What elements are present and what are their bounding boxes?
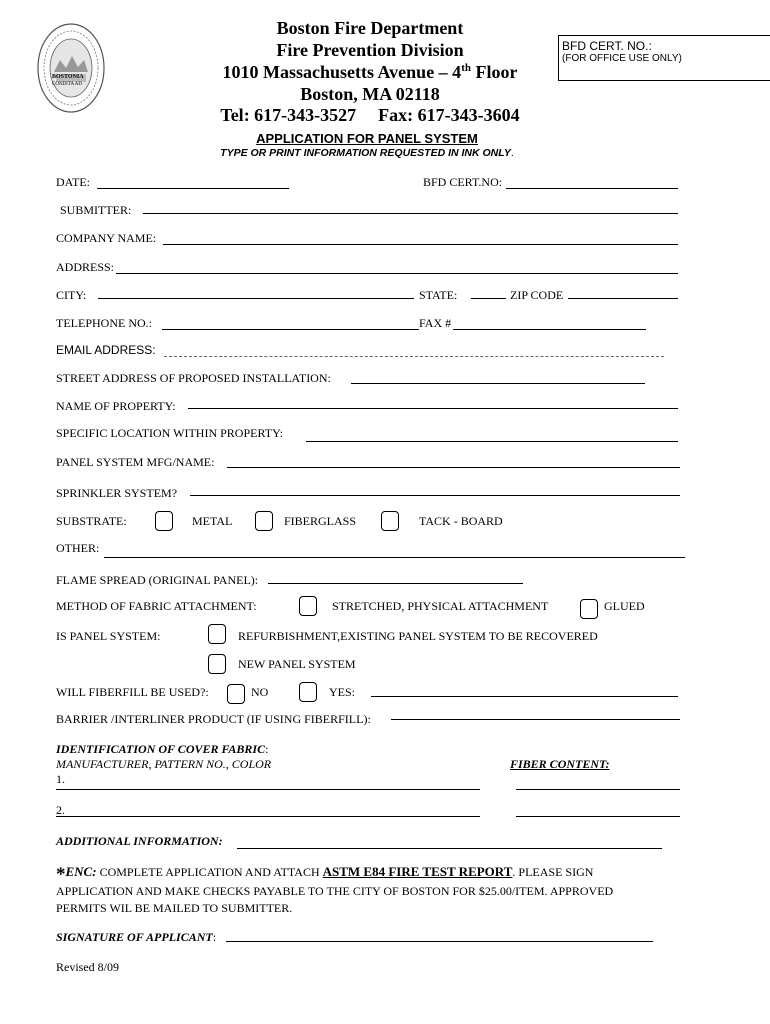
fiberglass-checkbox[interactable] (255, 511, 273, 531)
company-field[interactable] (163, 244, 678, 245)
city-of-boston-seal-icon (36, 22, 106, 115)
fiberfill-label: WILL FIBERFILL BE USED?: (56, 685, 209, 699)
email-label: EMAIL ADDRESS: (56, 343, 156, 357)
enc-star: * (56, 864, 66, 885)
cert-box-note: (FOR OFFICE USE ONLY) (562, 53, 682, 64)
enc-astm: ASTM E84 FIRE TEST REPORT (322, 864, 513, 879)
new-panel-label: NEW PANEL SYSTEM (238, 657, 356, 671)
cover-row-1-label: 1. (56, 772, 65, 786)
telephone-field[interactable] (162, 329, 419, 330)
header-line-5 (190, 105, 550, 126)
flame-field[interactable] (268, 583, 523, 584)
fiber-content-heading: FIBER CONTENT: (510, 757, 610, 771)
address-label: ADDRESS: (56, 260, 115, 274)
telephone-label: TELEPHONE NO.: (56, 316, 152, 330)
form-subtitle (0, 147, 734, 159)
form-subtitle-period: . (510, 147, 514, 159)
city-label: CITY: (56, 288, 87, 302)
fiber-row-2-field[interactable] (516, 816, 680, 817)
cover-row-2-label: 2. (56, 803, 65, 817)
enc-line-1 (56, 864, 593, 886)
fiberfill-yes-checkbox[interactable] (299, 682, 317, 702)
panel-mfg-label: PANEL SYSTEM MFG/NAME: (56, 455, 215, 469)
barrier-label: BARRIER /INTERLINER PRODUCT (IF USING FIBERFILL): (56, 712, 371, 726)
header-address: 1010 Massachusetts Avenue – 4 (222, 62, 462, 82)
additional-label: ADDITIONAL INFORMATION: (56, 834, 223, 848)
submitter-field[interactable] (143, 213, 678, 214)
property-label: NAME OF PROPERTY: (56, 399, 176, 413)
flame-label: FLAME SPREAD (ORIGINAL PANEL): (56, 573, 259, 587)
header-line-3 (190, 62, 550, 83)
date-label: DATE: (56, 175, 90, 189)
city-seal (36, 22, 106, 115)
metal-label: METAL (192, 514, 233, 528)
street-field[interactable] (351, 383, 645, 384)
fiberfill-yes-field[interactable] (371, 696, 678, 697)
zip-label: ZIP CODE (510, 288, 564, 302)
fiber-row-1-field[interactable] (516, 789, 680, 790)
submitter-label: SUBMITTER: (60, 203, 132, 217)
seal-text-2: CONDITA AD (52, 82, 83, 87)
header-floor: Floor (470, 62, 518, 82)
cert-box-title: BFD CERT. NO.: (562, 39, 652, 53)
additional-field[interactable] (237, 848, 662, 849)
zip-field[interactable] (568, 298, 678, 299)
refurb-label: REFURBISHMENT,EXISTING PANEL SYSTEM TO BE RECOVERED (238, 629, 598, 643)
cover-row-2-field[interactable] (56, 816, 480, 817)
signature-colon: : (212, 930, 217, 944)
date-field[interactable] (97, 188, 289, 189)
panel-mfg-field[interactable] (227, 467, 680, 468)
state-field[interactable] (471, 298, 506, 299)
address-field[interactable] (116, 273, 678, 274)
fiberfill-no-label: NO (251, 685, 269, 699)
state-label: STATE: (419, 288, 458, 302)
enc-text-2: . PLEASE SIGN (512, 865, 594, 879)
other-label: OTHER: (56, 541, 100, 555)
form-subtitle-text: TYPE OR PRINT INFORMATION REQUESTED IN INK ONLY (220, 147, 511, 159)
refurb-checkbox[interactable] (208, 624, 226, 644)
header-line-4: Boston, MA 02118 (300, 84, 440, 104)
revised-note: Revised 8/09 (56, 960, 119, 974)
barrier-field[interactable] (391, 719, 680, 720)
fax-field[interactable] (453, 329, 646, 330)
seal-text-1: BOSTONIA (52, 74, 84, 80)
enc-line-2: APPLICATION AND MAKE CHECKS PAYABLE TO THE CITY OF BOSTON FOR $25.00/ITEM. APPROVED (56, 884, 614, 898)
company-label: COMPANY NAME: (56, 231, 157, 245)
cover-row-1-field[interactable] (56, 789, 480, 790)
email-field[interactable] (164, 356, 664, 357)
cover-heading-text: IDENTIFICATION OF COVER FABRIC (56, 742, 266, 756)
cover-heading-colon: : (265, 742, 269, 756)
fiberglass-label: FIBERGLASS (284, 514, 357, 528)
metal-checkbox[interactable] (155, 511, 173, 531)
sprinkler-field[interactable] (190, 495, 680, 496)
fiberfill-no-checkbox[interactable] (227, 684, 245, 704)
method-label: METHOD OF FABRIC ATTACHMENT: (56, 599, 257, 613)
header-tel: Tel: 617-343-3527 (220, 105, 357, 125)
header-address-sup: th (461, 62, 471, 74)
signature-text: SIGNATURE OF APPLICANT (56, 930, 213, 944)
form-title: APPLICATION FOR PANEL SYSTEM (256, 131, 478, 146)
cover-heading (56, 742, 268, 757)
substrate-label: SUBSTRATE: (56, 514, 127, 528)
new-panel-checkbox[interactable] (208, 654, 226, 674)
bfd-cert-label: BFD CERT.NO: (423, 175, 503, 189)
signature-label (56, 930, 216, 945)
header-fax: Fax: 617-343-3604 (378, 105, 520, 125)
header-line-2: Fire Prevention Division (276, 40, 464, 60)
street-label: STREET ADDRESS OF PROPOSED INSTALLATION: (56, 371, 331, 385)
property-field[interactable] (188, 408, 678, 409)
signature-field[interactable] (226, 941, 653, 942)
fax-label: FAX # (419, 316, 452, 330)
cert-box (558, 35, 770, 81)
stretched-label: STRETCHED, PHYSICAL ATTACHMENT (332, 599, 549, 613)
glued-label: GLUED (604, 599, 645, 613)
tack-board-checkbox[interactable] (381, 511, 399, 531)
stretched-checkbox[interactable] (299, 596, 317, 616)
other-field[interactable] (104, 557, 685, 558)
sprinkler-label: SPRINKLER SYSTEM? (56, 486, 178, 500)
enc-line-3: PERMITS WIL BE MAILED TO SUBMITTER. (56, 901, 293, 915)
enc-text-1: COMPLETE APPLICATION AND ATTACH (96, 865, 323, 879)
tack-board-label: TACK - BOARD (419, 514, 503, 528)
city-field[interactable] (98, 298, 414, 299)
enc-label: ENC: (65, 864, 97, 879)
is-panel-label: IS PANEL SYSTEM: (56, 629, 161, 643)
glued-checkbox[interactable] (580, 599, 598, 619)
cover-subheading: MANUFACTURER, PATTERN NO., COLOR (56, 757, 272, 771)
location-field[interactable] (306, 441, 678, 442)
header-line-1: Boston Fire Department (276, 18, 464, 38)
location-label: SPECIFIC LOCATION WITHIN PROPERTY: (56, 426, 283, 440)
fiberfill-yes-label: YES: (329, 685, 356, 699)
bfd-cert-field[interactable] (506, 188, 678, 189)
